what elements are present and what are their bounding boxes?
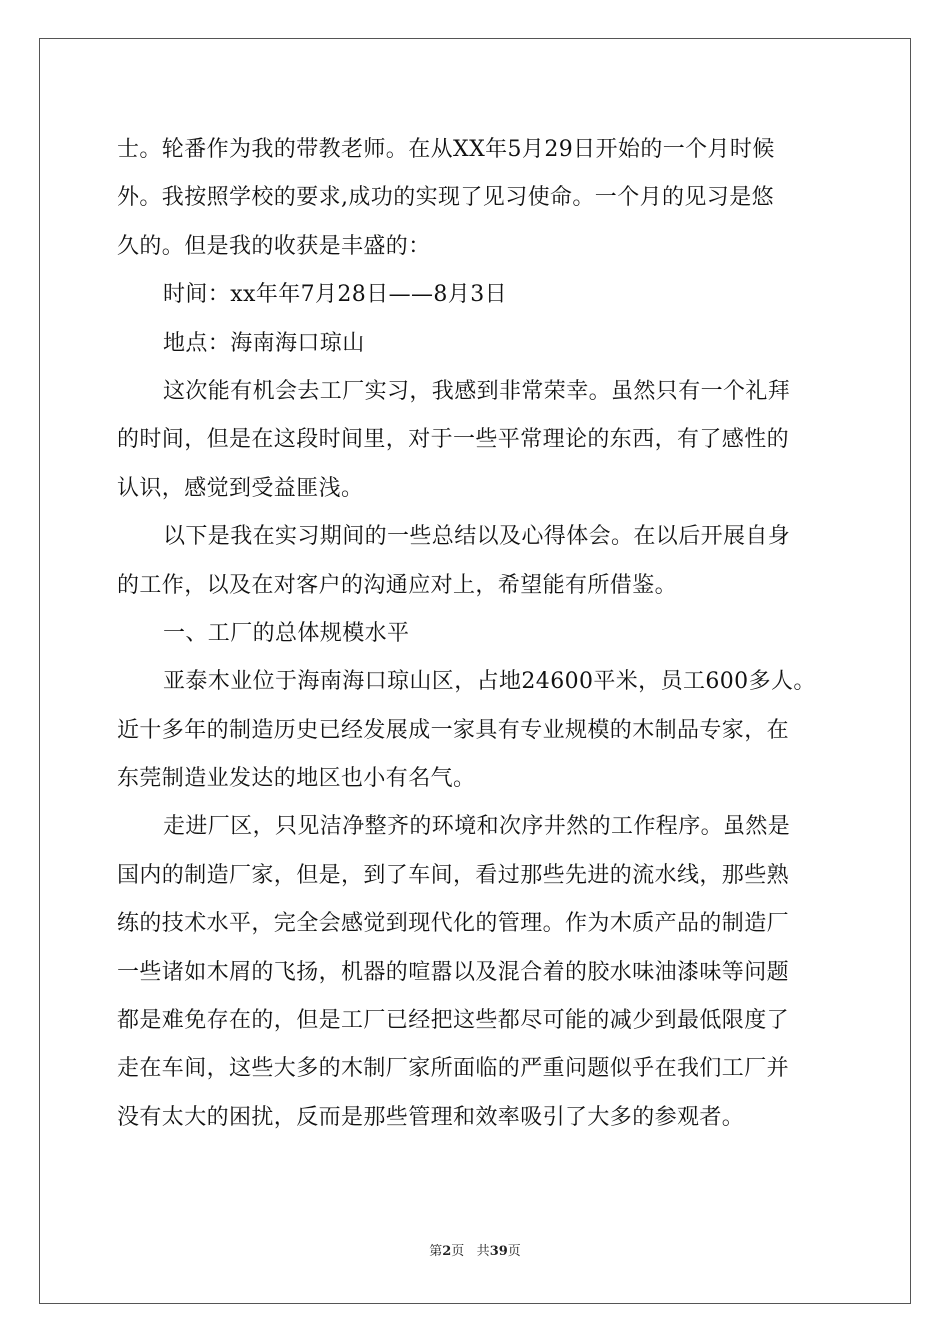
text-line-5: 地点：海南海口琼山 [163, 330, 365, 356]
text-line-14: 东莞制造业发达的地区也小有名气。 [117, 766, 476, 792]
text-line-2: 外。我按照学校的要求,成功的实现了见习使命。一个月的见习是悠 [117, 185, 774, 211]
text-line-7: 的时间，但是在这段时间里，对于一些平常理论的东西，有了感性的 [117, 427, 790, 453]
total-suffix: 页 [507, 1244, 521, 1259]
page-suffix: 页 [451, 1244, 465, 1259]
total-prefix: 共 [476, 1244, 490, 1259]
text-line-17: 练的技术水平，完全会感觉到现代化的管理。作为木质产品的制造厂 [117, 911, 790, 937]
text-line-19: 都是难免存在的，但是工厂已经把这些都尽可能的减少到最低限度了 [117, 1008, 790, 1034]
text-line-10: 的工作，以及在对客户的沟通应对上，希望能有所借鉴。 [117, 572, 678, 598]
text-line-4: 时间：xx年年7月28日——8月3日 [163, 282, 508, 308]
document-body [117, 126, 837, 1142]
text-line-18: 一些诸如木屑的飞扬，机器的喧嚣以及混合着的胶水味油漆味等问题 [117, 959, 790, 985]
text-line-12: 亚泰木业位于海南海口琼山区，占地24600平米，员工600多人。 [163, 669, 816, 695]
page-prefix: 第 [429, 1244, 443, 1259]
text-line-6: 这次能有机会去工厂实习，我感到非常荣幸。虽然只有一个礼拜 [163, 378, 791, 404]
text-line-1: 士。轮番作为我的带教老师。在从XX年5月29日开始的一个月时候 [117, 137, 775, 162]
text-line-3: 久的。但是我的收获是丰盛的： [117, 233, 431, 259]
text-line-21: 没有太大的困扰，反而是那些管理和效率吸引了大多的参观者。 [117, 1104, 745, 1130]
section-heading: 一、工厂的总体规模水平 [163, 620, 410, 646]
text-line-8: 认识，感觉到受益匪浅。 [117, 475, 364, 501]
page-footer [0, 1240, 950, 1259]
text-line-9: 以下是我在实习期间的一些总结以及心得体会。在以后开展自身 [163, 524, 791, 550]
total-pages: 39 [489, 1244, 508, 1259]
text-line-15: 走进厂区，只见洁净整齐的环境和次序井然的工作程序。虽然是 [163, 814, 791, 840]
text-line-13: 近十多年的制造历史已经发展成一家具有专业规模的木制品专家，在 [117, 717, 790, 743]
text-line-20: 走在车间，这些大多的木制厂家所面临的严重问题似乎在我们工厂并 [117, 1056, 790, 1082]
text-line-16: 国内的制造厂家，但是，到了车间，看过那些先进的流水线，那些熟 [117, 862, 790, 888]
page-number: 2 [442, 1244, 452, 1259]
